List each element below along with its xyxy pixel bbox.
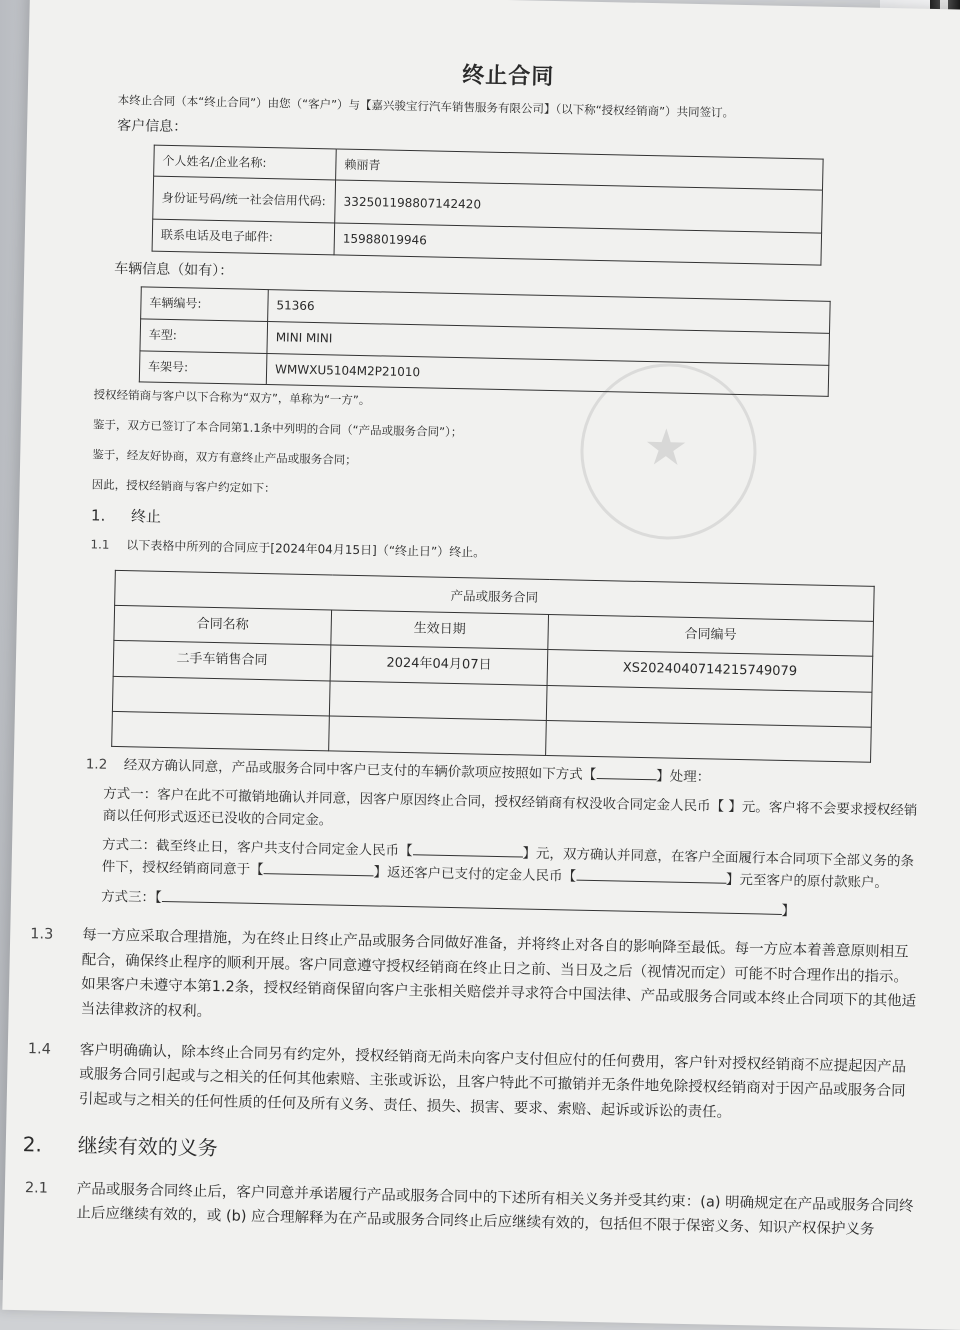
vehicle-number-label: 车辆编号: bbox=[141, 287, 269, 321]
section-1-title: 终止 bbox=[130, 506, 162, 526]
parties-definition: 授权经销商与客户以下合称为“双方”，单称为“一方”。 bbox=[93, 387, 371, 408]
section-2-heading bbox=[22, 1130, 917, 1179]
therefore-clause: 因此，授权经销商与客户约定如下： bbox=[91, 477, 276, 495]
clause-2-1-number: 2.1 bbox=[24, 1179, 49, 1197]
payment-method-blank bbox=[596, 766, 656, 780]
refund-date-blank bbox=[264, 861, 374, 876]
section-2-number: 2. bbox=[22, 1131, 43, 1157]
cell-contract-number: XS2024040714215749079 bbox=[547, 650, 873, 692]
vehicle-model-label: 车型: bbox=[140, 319, 268, 353]
method-2-part-d: 】元至客户的原付款账户。 bbox=[725, 871, 889, 892]
method-2-part-c: 】返还客户已支付的定金人民币【 bbox=[373, 864, 577, 885]
clause-1-4 bbox=[27, 1038, 920, 1129]
method-3-blank bbox=[162, 889, 782, 915]
section-2-title: 继续有效的义务 bbox=[77, 1132, 219, 1160]
paper-sheet bbox=[2, 0, 960, 1330]
contract-table-caption: 产品或服务合同 bbox=[115, 571, 875, 622]
customer-section-label: 客户信息： bbox=[117, 117, 188, 136]
header-contract-name: 合同名称 bbox=[114, 606, 332, 646]
header-contract-number: 合同编号 bbox=[548, 615, 874, 657]
vehicle-number-value: 51366 bbox=[268, 290, 831, 333]
clause-1-3-text: 每一方应采取合理措施，为在终止日终止产品或服务合同做好准备，并将终止对各自的影响降至最低。每一方应本着善意原则相互配合，确保终止程序的顺利开展。客户同意遵守授权经销商在终止日之前、当日及之后（视情况而定）可能不时合理作出的指示。如果客户未遵守本第1.2条，授权经销商保留向客户主张相关赔偿并寻求符合中国法律、产品或服务合同或本终止合同项下的其他适当法律救济的权利。 bbox=[80, 927, 917, 1021]
customer-id-label: 身份证号码/统一社会信用代码: bbox=[153, 176, 336, 223]
deposit-amount-blank bbox=[412, 843, 522, 858]
header-effective-date: 生效日期 bbox=[331, 610, 549, 650]
customer-info-table bbox=[152, 144, 824, 265]
empty-cell bbox=[112, 676, 330, 716]
empty-cell bbox=[329, 716, 547, 756]
cell-effective-date: 2024年04月07日 bbox=[330, 645, 548, 685]
clause-1-1-text: 以下表格中所列的合同应于[2024年04月15日]（“终止日”）终止。 bbox=[126, 537, 486, 560]
vehicle-vin-value: WMWXU5104M2P21010 bbox=[266, 353, 829, 396]
vehicle-vin-label: 车架号: bbox=[139, 351, 267, 385]
clause-1-2-number: 1.2 bbox=[85, 755, 108, 773]
whereas-clause-1: 鉴于，双方已签订了本合同第1.1条中列明的合同（“产品或服务合同”）； bbox=[92, 417, 463, 440]
customer-contact-label: 联系电话及电子邮件: bbox=[152, 219, 335, 254]
customer-id-value: 332501198807142420 bbox=[335, 180, 823, 233]
clause-2-1 bbox=[24, 1177, 917, 1244]
clause-1-4-number: 1.4 bbox=[27, 1040, 52, 1058]
empty-cell bbox=[329, 681, 547, 721]
customer-name-label: 个人姓名/企业名称: bbox=[154, 145, 337, 180]
section-1-number: 1. bbox=[90, 505, 106, 525]
method-1: 方式一：客户在此不可撤销地确认并同意，因客户原因终止合同，授权经销商有权没收合同定金人民币【 】元。客户将不会要求授权经销商以任何形式返还已没收的合同定金。 bbox=[102, 785, 918, 829]
vehicle-info-table bbox=[139, 287, 831, 397]
clause-1-3 bbox=[30, 923, 922, 1039]
clause-1-3-number: 1.3 bbox=[30, 926, 54, 943]
vehicle-section-label: 车辆信息（如有）： bbox=[114, 260, 234, 280]
contract-table bbox=[111, 570, 875, 762]
intro-paragraph: 本终止合同（本“终止合同”）由您（“客户”）与【嘉兴骏宝行汽车销售服务有限公司】（以下称“授权经销商”）共同签订。 bbox=[117, 92, 735, 120]
empty-cell bbox=[546, 720, 872, 762]
clause-1-2-text: 经双方确认同意，产品或服务合同中客户已支付的车辆价款项应按照如下方式【 bbox=[123, 756, 597, 783]
whereas-clause-2: 鉴于，经友好协商，双方有意终止产品或服务合同； bbox=[92, 447, 357, 467]
cell-contract-name: 二手车销售合同 bbox=[113, 641, 331, 681]
clause-1-1-number: 1.1 bbox=[90, 537, 110, 552]
method-3-part-a: 方式三：【 bbox=[100, 888, 162, 906]
customer-name-value: 赖丽青 bbox=[336, 149, 824, 191]
method-3-part-b: 】 bbox=[781, 902, 796, 919]
method-2-part-a: 方式二：截至终止日，客户共支付合同定金人民币【 bbox=[101, 837, 413, 860]
clause-1-4-text: 客户明确确认，除本终止合同另有约定外，授权经销商无尚未向客户支付但应付的任何费用，客户针对授权经销商不应提起因产品或服务合同引起或与之相关的任何其他索赔、主张或诉讼，且客户特此不可撤销并无条件地免除授权经销商对于因产品或服务合同引起或与之相关的任何性质的任何及所有义务、责任、损失、损害、要求、索赔、起诉或诉讼的责任。 bbox=[78, 1042, 907, 1121]
document-title: 终止合同 bbox=[462, 63, 555, 90]
customer-contact-value: 15988019946 bbox=[334, 223, 822, 265]
method-2-part-b: 】元，双方确认并同意，在客户全面履行本合同项下全部义务的条件下，授权经销商同意于【 bbox=[101, 845, 915, 879]
clause-2-1-text: 产品或服务合同终止后，客户同意并承诺履行产品或服务合同中的下述所有相关义务并受其约束：(a) 明确规定在产品或服务合同终止后应继续有效的，或 (b) 应合理解释为在产品或服务合同终止后应继续有效的，包括但不限于保密义务、知识产权保护义务 bbox=[76, 1180, 914, 1239]
clause-1-2-tail: 】处理： bbox=[656, 767, 711, 786]
method-2 bbox=[83, 835, 924, 896]
vehicle-model-value: MINI MINI bbox=[267, 322, 830, 365]
seal-star-icon: ★ bbox=[642, 417, 689, 477]
refund-amount-blank bbox=[576, 868, 726, 884]
empty-cell bbox=[112, 711, 330, 751]
document-body bbox=[22, 51, 940, 1243]
